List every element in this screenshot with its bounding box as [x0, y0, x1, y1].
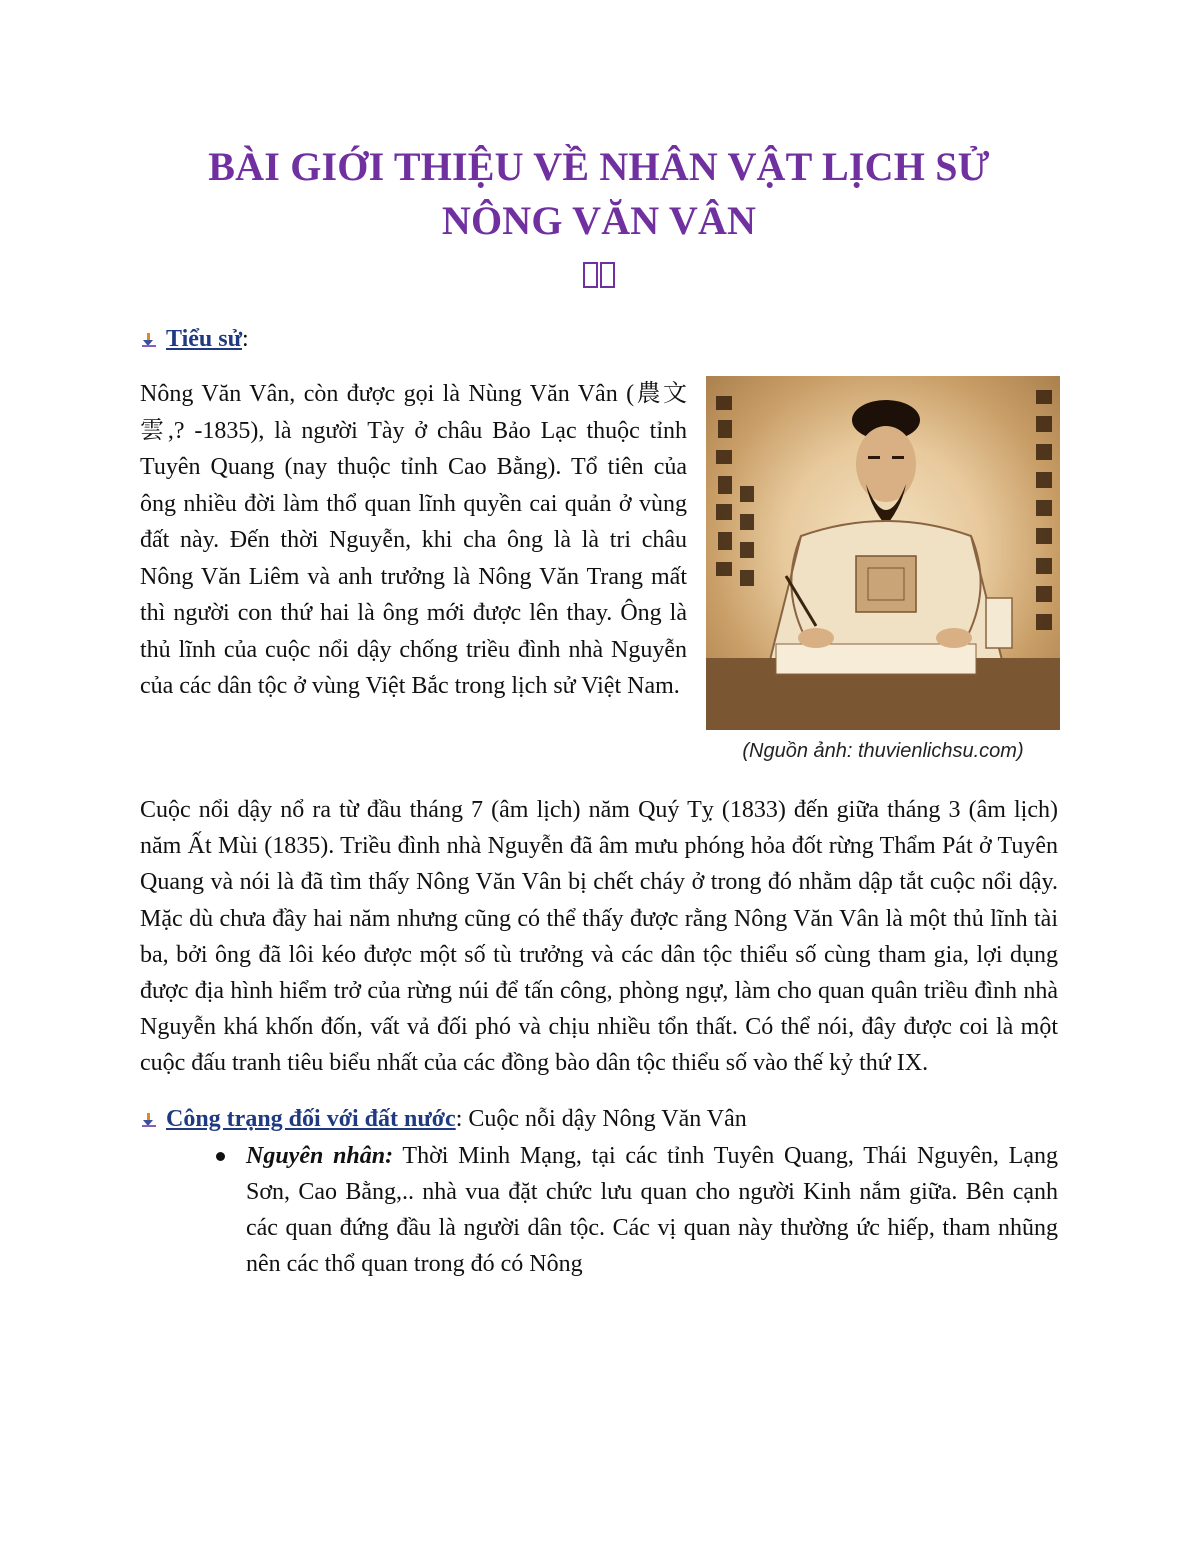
portrait-illustration-icon [706, 376, 1060, 730]
bullet-dot-icon [216, 1152, 225, 1161]
biography-heading [140, 322, 1058, 356]
list-item-text: Thời Minh Mạng, tại các tỉnh Tuyên Quang, Thái Nguyên, Lạng Sơn, Cao Bằng,.. nhà vua đặt chức lưu quan cho người Kinh nắm giữa. Bên cạnh các quan đứng đầu là người dân tộc. Các vị quan này thường ức hiếp, tham nhũng nên các thổ quan trong đó có Nông [246, 1142, 1058, 1278]
title-line-2: NÔNG VĂN VÂN [441, 198, 757, 243]
photo-caption: (Nguồn ảnh: thuvienlichsu.com) [742, 740, 1024, 762]
biography-intro-text: Nông Văn Vân, còn được gọi là Nùng Văn Vân (農文雲,? -1835), là người Tày ở châu Bảo Lạc thuộc tỉnh Tuyên Quang (nay thuộc tỉnh Cao Bằng). Tổ tiên của ông nhiều đời làm thổ quan lĩnh quyền cai quản ở vùng đất này. Đến thời Nguyễn, khi cha ông là là tri châu Nông Văn Liêm và anh trưởng là Nông Văn Trang mất thì người con thứ hai là ông mới được lên thay. Ông là thủ lĩnh của cuộc nổi dậy chống triều đình nhà Nguyễn của các dân tộc ở vùng Việt Bắc trong lịch sử Việt Nam. [140, 381, 687, 699]
title-ornament-icon [140, 262, 1058, 302]
list-item-term: Nguyên nhân: [246, 1142, 394, 1169]
portrait-image [706, 376, 1060, 730]
biography-heading-colon: : [241, 326, 249, 352]
biography-paragraph-2: Cuộc nổi dậy nổ ra từ đầu tháng 7 (âm lịch) năm Quý Tỵ (1833) đến giữa tháng 3 (âm lịch) năm Ất Mùi (1835). Triều đình nhà Nguyễn đã âm mưu phóng hỏa đốt rừng Thẩm Pát ở Tuyên Quang và nói là đã tìm thấy Nông Văn Vân bị chết cháy ở trong đó nhằm dập tắt cuộc nổi dậy. Mặc dù chưa đầy hai năm nhưng cũng có thể thấy được rằng Nông Văn Vân là một thủ lĩnh tài ba, bởi ông đã lôi kéo được một số tù trưởng và các dân tộc thiểu số cùng tham gia, lợi dụng được địa hình hiểm trở của rừng núi để tấn công, phòng ngự, làm cho quan quân triều đình nhà Nguyễn khá khốn đốn, vất vả đối phó và chịu nhiều tổn thất. Có thể nói, đây được coi là một cuộc đấu tranh tiêu biểu nhất của các đồng bào dân tộc thiểu số vào thế kỷ thứ IX. [140, 797, 1058, 1077]
merit-heading-link[interactable]: Công trạng đối với đất nước [166, 1105, 456, 1132]
arrow-bullet-icon [140, 1113, 158, 1127]
merit-heading-rest: Cuộc nỗi dậy Nông Văn Vân [462, 1105, 747, 1132]
arrow-bullet-icon [140, 333, 158, 347]
biography-intro-block [140, 376, 1058, 778]
title-line-1: BÀI GIỚI THIỆU VỀ NHÂN VẬT LỊCH SỬ [208, 144, 990, 189]
merit-list [140, 1138, 1058, 1283]
document-page [140, 140, 1058, 1282]
merit-heading [140, 1102, 1058, 1136]
biography-heading-link[interactable]: Tiểu sử [166, 326, 242, 352]
merit-heading-colon: : [455, 1105, 463, 1132]
document-title [140, 140, 1058, 248]
list-item [140, 1138, 1058, 1283]
